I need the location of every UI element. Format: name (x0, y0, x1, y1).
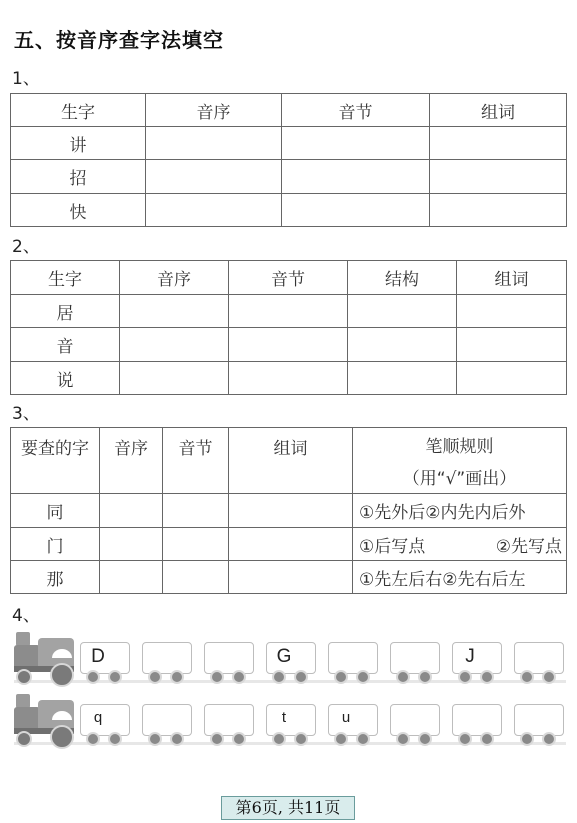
question-4-label: 4、 (12, 606, 40, 626)
answer-cell[interactable] (229, 362, 348, 395)
answer-cell[interactable] (457, 362, 567, 395)
wheel-icon (232, 670, 246, 684)
answer-cell[interactable] (100, 561, 163, 594)
rule-option[interactable]: ②先写点 (495, 536, 562, 557)
train-car[interactable] (390, 704, 440, 736)
answer-cell[interactable] (457, 295, 567, 328)
wheel-icon (418, 670, 432, 684)
wheel-icon (108, 732, 122, 746)
question-3-table (10, 427, 567, 594)
header-cell: 音节 (282, 94, 430, 127)
wheel-icon (334, 670, 348, 684)
wheel-icon (458, 732, 472, 746)
train-car[interactable] (390, 642, 440, 674)
question-2-table (10, 260, 567, 395)
answer-cell[interactable] (100, 528, 163, 561)
answer-cell[interactable] (282, 160, 430, 194)
character-cell: 说 (11, 362, 120, 395)
question-2-label: 2、 (12, 237, 40, 257)
answer-cell[interactable] (348, 328, 457, 362)
answer-cell[interactable] (100, 494, 163, 528)
header-cell: 生字 (11, 94, 146, 127)
header-cell: 音序 (146, 94, 282, 127)
character-cell: 那 (11, 561, 100, 594)
wheel-icon (356, 732, 370, 746)
question-1-label: 1、 (12, 69, 40, 89)
wheel-icon (520, 670, 534, 684)
answer-cell[interactable] (146, 194, 282, 227)
rule-option[interactable]: ②先右后左 (442, 569, 526, 590)
answer-cell[interactable] (229, 561, 353, 594)
answer-cell[interactable] (348, 295, 457, 328)
wheel-icon (232, 732, 246, 746)
wheel-icon (294, 732, 308, 746)
wheel-icon (294, 670, 308, 684)
wheel-icon (396, 732, 410, 746)
question-1-table (10, 93, 567, 227)
answer-cell[interactable] (146, 160, 282, 194)
wheel-icon (480, 732, 494, 746)
character-cell: 音 (11, 328, 120, 362)
train-car[interactable] (452, 704, 502, 736)
header-cell: 音序 (100, 428, 163, 494)
answer-cell[interactable] (163, 494, 229, 528)
train-car[interactable] (80, 642, 130, 674)
answer-cell[interactable] (430, 160, 567, 194)
answer-cell[interactable] (229, 494, 353, 528)
wheel-icon (458, 670, 472, 684)
wheel-icon (396, 670, 410, 684)
answer-cell[interactable] (348, 362, 457, 395)
train-car[interactable] (514, 704, 564, 736)
answer-cell[interactable] (282, 194, 430, 227)
answer-cell[interactable] (430, 194, 567, 227)
wheel-icon (356, 670, 370, 684)
answer-cell[interactable] (282, 127, 430, 160)
wheel-icon (542, 670, 556, 684)
car-letter: q (93, 709, 103, 726)
wheel-icon (210, 670, 224, 684)
answer-cell[interactable] (430, 127, 567, 160)
wheel-icon (520, 732, 534, 746)
header-cell: 笔顺规则 (353, 428, 567, 461)
answer-cell[interactable] (229, 328, 348, 362)
alphabet-train-1 (14, 630, 566, 688)
rule-note: （用“√”画出） (353, 461, 567, 494)
train-car[interactable] (514, 642, 564, 674)
character-cell: 快 (11, 194, 146, 227)
page-indicator: 第6页, 共11页 (221, 796, 355, 820)
character-cell: 门 (11, 528, 100, 561)
wheel-icon (210, 732, 224, 746)
answer-cell[interactable] (163, 528, 229, 561)
rule-option[interactable]: ①先左后右 (359, 569, 443, 590)
header-cell: 结构 (348, 261, 457, 295)
train-car[interactable] (204, 642, 254, 674)
train-car[interactable] (452, 642, 502, 674)
train-car[interactable] (142, 704, 192, 736)
car-letter: D (91, 646, 105, 667)
wheel-icon (170, 670, 184, 684)
train-car[interactable] (266, 704, 316, 736)
wheel-icon (148, 670, 162, 684)
stroke-rule-cell[interactable] (353, 528, 567, 561)
train-car[interactable] (328, 704, 378, 736)
answer-cell[interactable] (457, 328, 567, 362)
stroke-rule-cell[interactable] (353, 561, 567, 594)
rule-option[interactable]: ②内先内后外 (425, 503, 526, 523)
header-cell: 要查的字 (11, 428, 100, 494)
answer-cell[interactable] (120, 295, 229, 328)
train-car[interactable] (204, 704, 254, 736)
alphabet-train-2 (14, 692, 566, 750)
rule-option[interactable]: ①后写点 (359, 536, 426, 557)
answer-cell[interactable] (163, 561, 229, 594)
car-letter: u (341, 709, 351, 726)
train-car[interactable] (328, 642, 378, 674)
wheel-icon (108, 670, 122, 684)
car-letter: t (281, 709, 287, 726)
wheel-icon (272, 670, 286, 684)
wheel-icon (86, 670, 100, 684)
wheel-icon (480, 670, 494, 684)
train-car[interactable] (80, 704, 130, 736)
header-cell: 音节 (163, 428, 229, 494)
character-cell: 招 (11, 160, 146, 194)
header-cell: 组词 (430, 94, 567, 127)
character-cell: 讲 (11, 127, 146, 160)
car-letter: J (465, 646, 475, 667)
character-cell: 同 (11, 494, 100, 528)
wheel-icon (148, 732, 162, 746)
rule-option[interactable]: ①先外后 (359, 503, 426, 523)
header-cell: 生字 (11, 261, 120, 295)
section-heading: 五、按音序查字法填空 (14, 28, 224, 52)
answer-cell[interactable] (229, 528, 353, 561)
wheel-icon (542, 732, 556, 746)
answer-cell[interactable] (229, 295, 348, 328)
answer-cell[interactable] (120, 362, 229, 395)
wheel-icon (272, 732, 286, 746)
answer-cell[interactable] (120, 328, 229, 362)
header-cell: 音序 (120, 261, 229, 295)
wheel-icon (418, 732, 432, 746)
header-cell: 组词 (457, 261, 567, 295)
wheel-icon (334, 732, 348, 746)
question-3-label: 3、 (12, 404, 40, 424)
stroke-rule-cell[interactable] (353, 494, 567, 528)
wheel-icon (170, 732, 184, 746)
wheel-icon (86, 732, 100, 746)
train-car[interactable] (142, 642, 192, 674)
train-car[interactable] (266, 642, 316, 674)
header-cell: 组词 (229, 428, 353, 494)
character-cell: 居 (11, 295, 120, 328)
car-letter: G (276, 646, 292, 667)
answer-cell[interactable] (146, 127, 282, 160)
header-cell: 音节 (229, 261, 348, 295)
